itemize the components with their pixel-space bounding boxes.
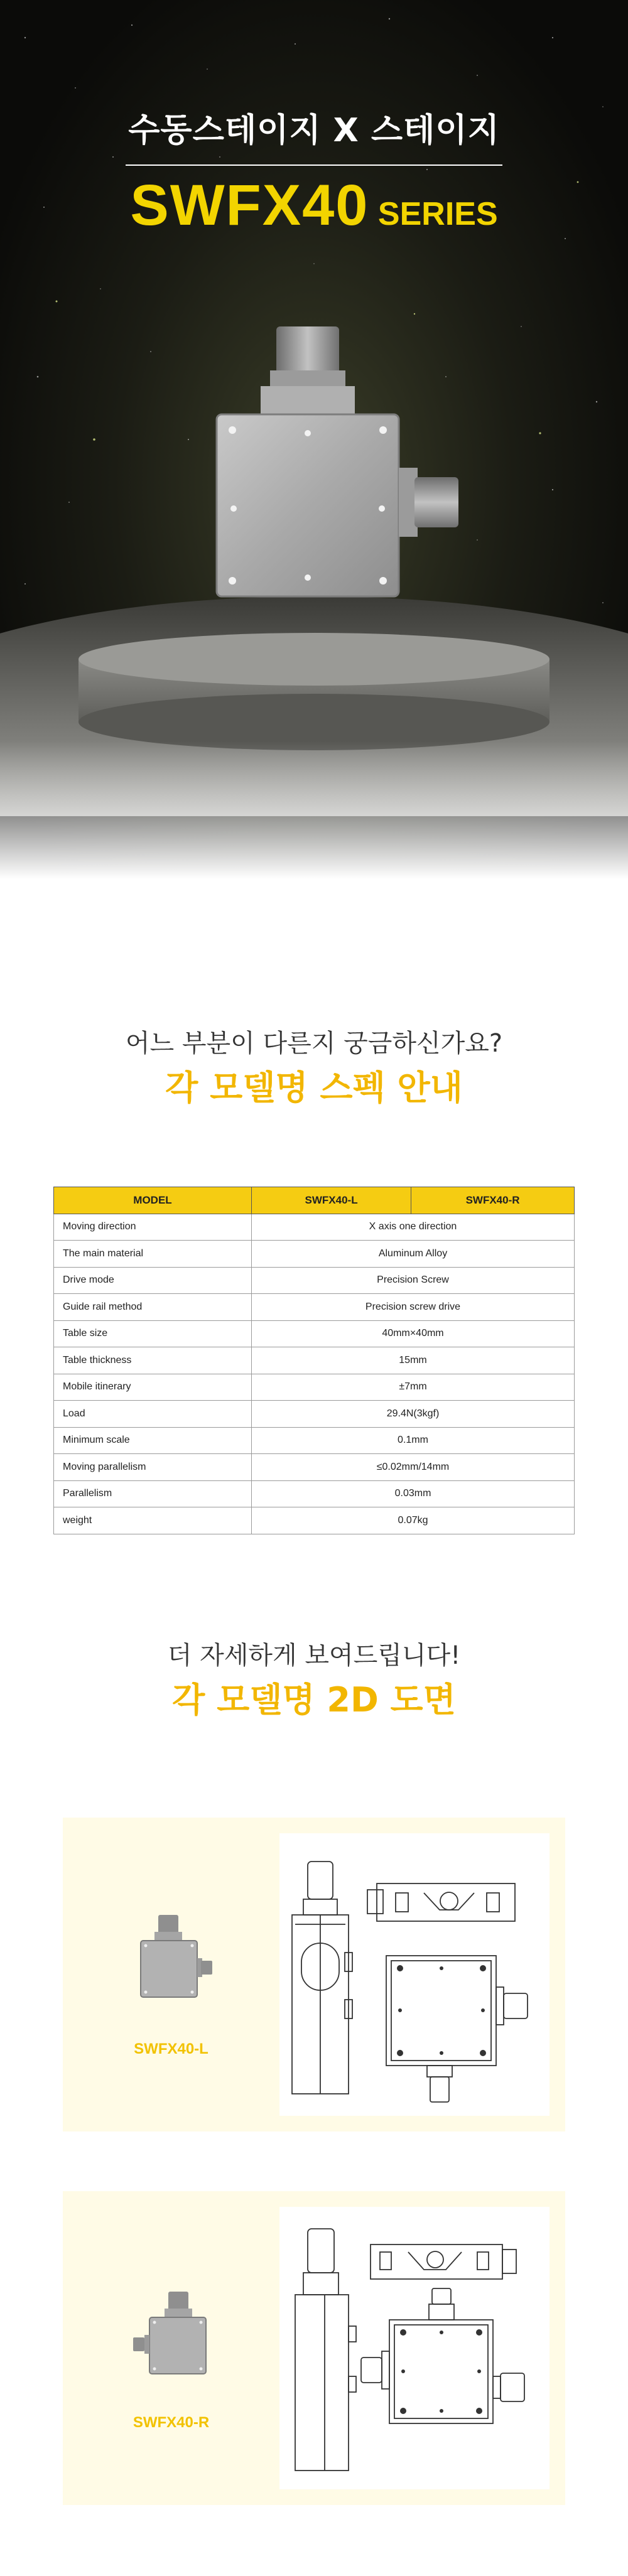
panel-model-label: SWFX40-L xyxy=(134,2040,208,2057)
spec-table-header xyxy=(54,1187,575,1214)
row-value: 0.03mm xyxy=(252,1480,575,1507)
row-label: Moving parallelism xyxy=(54,1454,252,1481)
table-row xyxy=(54,1347,575,1374)
product-thumbnail-l xyxy=(132,1912,214,2006)
row-value: Aluminum Alloy xyxy=(252,1241,575,1268)
header-swfx40-r: SWFX40-R xyxy=(411,1187,575,1214)
row-label: weight xyxy=(54,1507,252,1534)
row-value: ≤0.02mm/14mm xyxy=(252,1454,575,1481)
product-thumbnail-r xyxy=(132,2288,214,2383)
table-row xyxy=(54,1320,575,1347)
row-label: Guide rail method xyxy=(54,1294,252,1321)
table-row xyxy=(54,1294,575,1321)
row-value: 29.4N(3kgf) xyxy=(252,1401,575,1428)
drawing-panel-swfx40-r xyxy=(63,2191,565,2505)
row-value: Precision Screw xyxy=(252,1267,575,1294)
hero-banner xyxy=(0,0,628,879)
table-row xyxy=(54,1454,575,1481)
spec-table xyxy=(53,1187,575,1534)
row-label: Drive mode xyxy=(54,1267,252,1294)
table-row xyxy=(54,1427,575,1454)
hero-title: 수동스테이지 X 스테이지 xyxy=(128,112,500,149)
table-row xyxy=(54,1374,575,1401)
row-label: Table thickness xyxy=(54,1347,252,1374)
row-label: Minimum scale xyxy=(54,1427,252,1454)
hero-fade-overlay xyxy=(0,741,628,879)
title-divider xyxy=(126,164,502,166)
product-render xyxy=(0,301,628,816)
row-value: 40mm×40mm xyxy=(252,1320,575,1347)
series-label: SERIES xyxy=(369,196,498,232)
drawing-subtitle: 더 자세하게 보여드립니다! xyxy=(167,1641,461,1670)
2d-drawing-l xyxy=(279,1833,550,2116)
hero-model-name xyxy=(0,173,628,239)
table-row xyxy=(54,1401,575,1428)
row-label: Mobile itinerary xyxy=(54,1374,252,1401)
row-label: Load xyxy=(54,1401,252,1428)
spec-subtitle: 어느 부분이 다른지 궁금하신가요? xyxy=(125,1029,503,1058)
table-row xyxy=(54,1241,575,1268)
row-value: X axis one direction xyxy=(252,1214,575,1241)
table-row xyxy=(54,1214,575,1241)
row-label: Parallelism xyxy=(54,1480,252,1507)
row-label: Table size xyxy=(54,1320,252,1347)
model-code: SWFX40 xyxy=(130,173,369,237)
row-value: ±7mm xyxy=(252,1374,575,1401)
row-value: Precision screw drive xyxy=(252,1294,575,1321)
header-swfx40-l: SWFX40-L xyxy=(252,1187,411,1214)
2d-drawing-r xyxy=(279,2207,550,2489)
row-label: Moving direction xyxy=(54,1214,252,1241)
drawing-panel-swfx40-l xyxy=(63,1818,565,2131)
table-row xyxy=(54,1480,575,1507)
header-model: MODEL xyxy=(54,1187,252,1214)
table-row xyxy=(54,1507,575,1534)
table-row xyxy=(54,1267,575,1294)
row-value: 0.07kg xyxy=(252,1507,575,1534)
drawing-headline: 각 모델명 2D 도면 xyxy=(172,1680,456,1720)
row-value: 15mm xyxy=(252,1347,575,1374)
spec-headline: 각 모델명 스펙 안내 xyxy=(165,1068,463,1107)
panel-model-label: SWFX40-R xyxy=(133,2414,210,2431)
row-value: 0.1mm xyxy=(252,1427,575,1454)
row-label: The main material xyxy=(54,1241,252,1268)
